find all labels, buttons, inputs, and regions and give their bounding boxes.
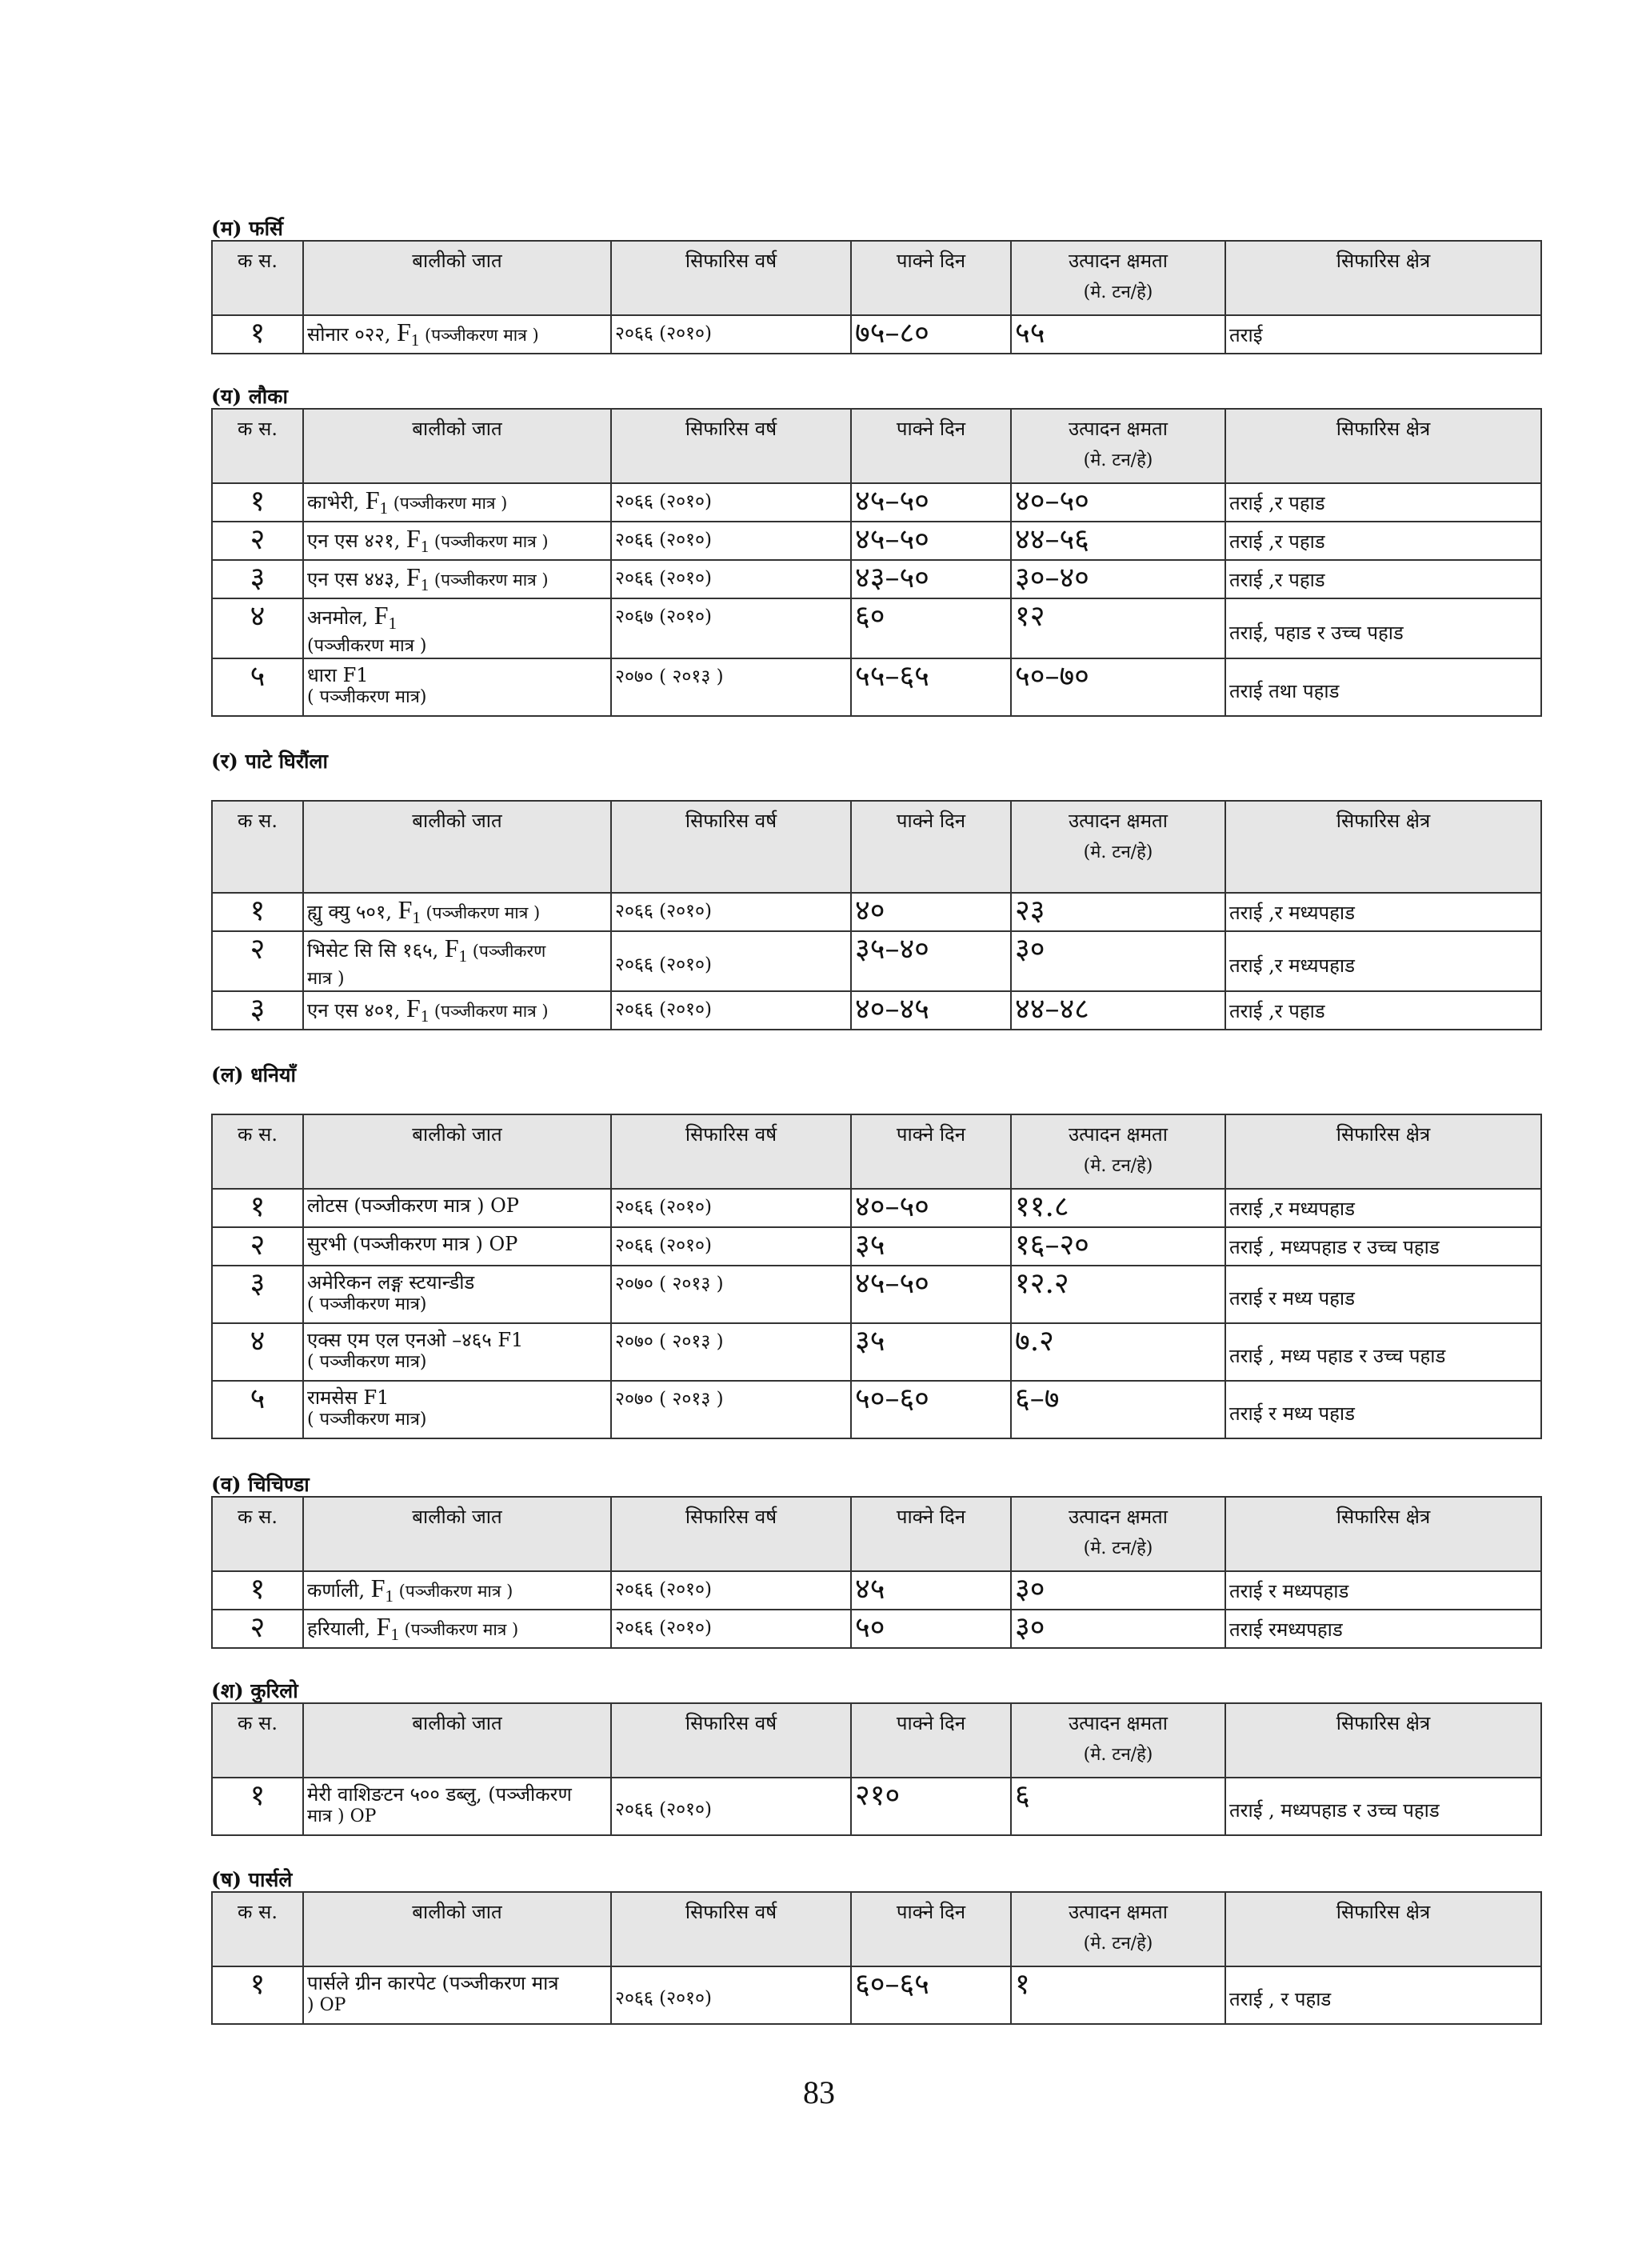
section-title: (ष) पार्सले: [211, 1868, 293, 1891]
maturity-days: २१०: [851, 1778, 1011, 1835]
variety-name: [303, 931, 611, 991]
header-yield-label: उत्पादन क्षमता: [1069, 1712, 1168, 1734]
header-yield: [1011, 1703, 1225, 1778]
yield-capacity: १२: [1011, 598, 1225, 658]
yield-capacity: ६–७: [1011, 1381, 1225, 1438]
header-yield: [1011, 409, 1225, 483]
variety-name: [303, 1966, 611, 2024]
variety-name: [303, 522, 611, 560]
header-year: सिफारिस वर्ष: [611, 1497, 851, 1571]
variety-table: [211, 1496, 1542, 1649]
recommendation-year: २०७० ( २०१३ ): [611, 658, 851, 716]
header-year: सिफारिस वर्ष: [611, 801, 851, 893]
table-row: [212, 315, 1541, 354]
serial-number: ३: [212, 560, 303, 598]
table-row: [212, 1323, 1541, 1381]
variety-name: [303, 893, 611, 931]
recommendation-year: २०६६ (२०१०): [611, 893, 851, 931]
table-row: [212, 598, 1541, 658]
variety-table: [211, 800, 1542, 1030]
header-variety: बालीको जात: [303, 1892, 611, 1966]
yield-capacity: ३०: [1011, 1610, 1225, 1648]
header-sn: क स.: [212, 801, 303, 893]
header-yield-unit: (मे. टन/हे): [1083, 842, 1153, 862]
variety-line: एन एस ४२१, F1 (पञ्जीकरण मात्र ): [307, 524, 549, 557]
header-row: [212, 1114, 1541, 1189]
variety-line: लोटस (पञ्जीकरण मात्र ) OP: [307, 1194, 519, 1217]
header-sn: क स.: [212, 1114, 303, 1189]
serial-number: १: [212, 483, 303, 522]
yield-capacity: २३: [1011, 893, 1225, 931]
yield-capacity: ३०–४०: [1011, 560, 1225, 598]
serial-number: १: [212, 893, 303, 931]
maturity-days: ४०: [851, 893, 1011, 931]
variety-name: [303, 1381, 611, 1438]
header-year: सिफारिस वर्ष: [611, 409, 851, 483]
header-row: [212, 801, 1541, 893]
recommended-area: तराई ,र पहाड: [1225, 483, 1541, 522]
maturity-days: ६०–६५: [851, 1966, 1011, 2024]
recommendation-year: २०६६ (२०१०): [611, 315, 851, 354]
table-row: [212, 1966, 1541, 2024]
maturity-days: ५५–६५: [851, 658, 1011, 716]
yield-capacity: ५०–७०: [1011, 658, 1225, 716]
header-area: सिफारिस क्षेत्र: [1225, 801, 1541, 893]
serial-number: २: [212, 931, 303, 991]
recommendation-year: २०६६ (२०१०): [611, 522, 851, 560]
f1-label: F1: [406, 524, 429, 557]
yield-capacity: ११.८: [1011, 1189, 1225, 1227]
variety-line: मात्र ): [307, 969, 345, 990]
recommended-area: तराई: [1225, 315, 1541, 354]
header-yield-label: उत्पादन क्षमता: [1069, 1901, 1168, 1923]
serial-number: २: [212, 1227, 303, 1266]
f1-label: F1: [444, 934, 468, 966]
table-row: [212, 1227, 1541, 1266]
serial-number: ४: [212, 598, 303, 658]
table-row: [212, 522, 1541, 560]
header-variety: बालीको जात: [303, 409, 611, 483]
variety-name: [303, 991, 611, 1030]
recommended-area: तराई ,र पहाड: [1225, 560, 1541, 598]
maturity-days: ४५: [851, 1571, 1011, 1610]
variety-line: अमेरिकन लङ्ग स्टयान्डीड: [307, 1271, 475, 1294]
f1-label: F1: [370, 1574, 394, 1606]
table-row: [212, 560, 1541, 598]
variety-line: ( पञ्जीकरण मात्र): [307, 1352, 427, 1372]
variety-line: अनमोल, F1: [307, 601, 397, 634]
variety-line: एन एस ४४३, F1 (पञ्जीकरण मात्र ): [307, 562, 549, 595]
header-year: सिफारिस वर्ष: [611, 241, 851, 315]
header-days: पाक्ने दिन: [851, 1497, 1011, 1571]
maturity-days: ४३–५०: [851, 560, 1011, 598]
serial-number: १: [212, 315, 303, 354]
variety-line: मेरी वाशिङटन ५०० डब्लु, (पञ्जीकरण: [307, 1783, 572, 1806]
variety-name: [303, 1189, 611, 1227]
f1-label: F1: [397, 318, 420, 350]
variety-line: (पञ्जीकरण मात्र ): [307, 636, 427, 657]
variety-table: [211, 1702, 1542, 1836]
serial-number: ५: [212, 1381, 303, 1438]
header-sn: क स.: [212, 1892, 303, 1966]
variety-table: [211, 1891, 1542, 2025]
yield-capacity: ४०–५०: [1011, 483, 1225, 522]
variety-name: [303, 1323, 611, 1381]
header-sn: क स.: [212, 241, 303, 315]
recommended-area: तराई , र पहाड: [1225, 1966, 1541, 2024]
variety-line: ) OP: [307, 1995, 346, 2015]
header-yield-label: उत्पादन क्षमता: [1069, 1123, 1168, 1146]
variety-name: [303, 598, 611, 658]
recommended-area: तराई ,र मध्यपहाड: [1225, 893, 1541, 931]
header-days: पाक्ने दिन: [851, 1703, 1011, 1778]
yield-capacity: ४४–४८: [1011, 991, 1225, 1030]
maturity-days: ४५–५०: [851, 483, 1011, 522]
yield-capacity: ७.२: [1011, 1323, 1225, 1381]
header-days: पाक्ने दिन: [851, 1892, 1011, 1966]
variety-line: ( पञ्जीकरण मात्र): [307, 1410, 427, 1430]
variety-table: [211, 1114, 1542, 1439]
serial-number: ३: [212, 1266, 303, 1323]
table-row: [212, 1778, 1541, 1835]
header-sn: क स.: [212, 1703, 303, 1778]
recommendation-year: २०६७ (२०१०): [611, 598, 851, 658]
variety-line: काभेरी, F1 (पञ्जीकरण मात्र ): [307, 486, 508, 518]
header-days: पाक्ने दिन: [851, 1114, 1011, 1189]
f1-label: F1: [374, 601, 397, 634]
table-row: [212, 893, 1541, 931]
table-row: [212, 1189, 1541, 1227]
header-row: [212, 409, 1541, 483]
header-variety: बालीको जात: [303, 1114, 611, 1189]
variety-line: कर्णाली, F1 (पञ्जीकरण मात्र ): [307, 1574, 513, 1606]
recommendation-year: २०६६ (२०१०): [611, 1966, 851, 2024]
section-title: (व) चिचिण्डा: [211, 1473, 310, 1496]
header-row: [212, 241, 1541, 315]
variety-line: हरियाली, F1 (पञ्जीकरण मात्र ): [307, 1612, 519, 1645]
variety-line: पार्सले ग्रीन कारपेट (पञ्जीकरण मात्र: [307, 1972, 559, 1994]
header-sn: क स.: [212, 1497, 303, 1571]
serial-number: ३: [212, 991, 303, 1030]
serial-number: १: [212, 1571, 303, 1610]
variety-name: [303, 1227, 611, 1266]
variety-line: धारा F1: [307, 664, 369, 687]
maturity-days: ३५: [851, 1227, 1011, 1266]
header-yield: [1011, 1892, 1225, 1966]
recommended-area: तराई तथा पहाड: [1225, 658, 1541, 716]
header-variety: बालीको जात: [303, 1497, 611, 1571]
header-year: सिफारिस वर्ष: [611, 1892, 851, 1966]
header-area: सिफारिस क्षेत्र: [1225, 1892, 1541, 1966]
recommendation-year: २०६६ (२०१०): [611, 1571, 851, 1610]
header-area: सिफारिस क्षेत्र: [1225, 1497, 1541, 1571]
serial-number: १: [212, 1778, 303, 1835]
header-yield-label: उत्पादन क्षमता: [1069, 810, 1168, 832]
variety-table: [211, 408, 1542, 717]
recommendation-year: २०६६ (२०१०): [611, 1227, 851, 1266]
recommendation-year: २०६६ (२०१०): [611, 483, 851, 522]
page-number: 83: [803, 2074, 835, 2110]
variety-name: [303, 1266, 611, 1323]
maturity-days: ५०–६०: [851, 1381, 1011, 1438]
f1-label: F1: [398, 895, 421, 928]
yield-capacity: ३०: [1011, 931, 1225, 991]
maturity-days: ४०–४५: [851, 991, 1011, 1030]
recommended-area: तराई , मध्यपहाड र उच्च पहाड: [1225, 1778, 1541, 1835]
section-title: (म) फर्सि: [211, 217, 283, 240]
variety-line: एक्स एम एल एनओ –४६५ F1: [307, 1329, 524, 1351]
maturity-days: ४०–५०: [851, 1189, 1011, 1227]
header-days: पाक्ने दिन: [851, 409, 1011, 483]
header-days: पाक्ने दिन: [851, 241, 1011, 315]
variety-line: ( पञ्जीकरण मात्र): [307, 687, 427, 708]
recommended-area: तराई र मध्यपहाड: [1225, 1571, 1541, 1610]
recommendation-year: २०७० ( २०१३ ): [611, 1323, 851, 1381]
table-row: [212, 1610, 1541, 1648]
recommended-area: तराई रमध्यपहाड: [1225, 1610, 1541, 1648]
recommended-area: तराई , मध्यपहाड र उच्च पहाड: [1225, 1227, 1541, 1266]
table-row: [212, 991, 1541, 1030]
header-yield: [1011, 1114, 1225, 1189]
serial-number: १: [212, 1189, 303, 1227]
yield-capacity: ३०: [1011, 1571, 1225, 1610]
table-row: [212, 1266, 1541, 1323]
serial-number: १: [212, 1966, 303, 2024]
recommendation-year: २०६६ (२०१०): [611, 1189, 851, 1227]
variety-line: ( पञ्जीकरण मात्र): [307, 1294, 427, 1314]
recommendation-year: २०७० ( २०१३ ): [611, 1266, 851, 1323]
variety-name: [303, 1571, 611, 1610]
table-row: [212, 658, 1541, 716]
f1-label: F1: [365, 486, 389, 518]
table-row: [212, 483, 1541, 522]
header-sn: क स.: [212, 409, 303, 483]
header-row: [212, 1497, 1541, 1571]
header-yield-unit: (मे. टन/हे): [1083, 1156, 1153, 1176]
variety-line: रामसेस F1: [307, 1386, 390, 1409]
header-row: [212, 1892, 1541, 1966]
variety-name: [303, 560, 611, 598]
header-days: पाक्ने दिन: [851, 801, 1011, 893]
section-title: (य) लौका: [211, 385, 288, 408]
variety-line: मात्र ) OP: [307, 1806, 377, 1826]
header-row: [212, 1703, 1541, 1778]
header-yield-label: उत्पादन क्षमता: [1069, 250, 1168, 272]
section-title: (र) पाटे घिरौंला: [211, 750, 328, 773]
header-yield: [1011, 801, 1225, 893]
header-yield: [1011, 241, 1225, 315]
recommendation-year: २०६६ (२०१०): [611, 1778, 851, 1835]
yield-capacity: १२.२: [1011, 1266, 1225, 1323]
header-yield-label: उत्पादन क्षमता: [1069, 418, 1168, 440]
maturity-days: ४५–५०: [851, 522, 1011, 560]
maturity-days: ३५: [851, 1323, 1011, 1381]
f1-label: F1: [406, 994, 429, 1026]
variety-name: [303, 483, 611, 522]
f1-label: F1: [376, 1612, 399, 1645]
header-yield-unit: (मे. टन/हे): [1083, 1934, 1153, 1954]
variety-table: [211, 240, 1542, 354]
maturity-days: ४५–५०: [851, 1266, 1011, 1323]
recommendation-year: २०६६ (२०१०): [611, 991, 851, 1030]
header-area: सिफारिस क्षेत्र: [1225, 409, 1541, 483]
variety-line: भिसेट सि सि १६५, F1 (पञ्जीकरण: [307, 934, 546, 966]
table-row: [212, 931, 1541, 991]
header-area: सिफारिस क्षेत्र: [1225, 1114, 1541, 1189]
recommendation-year: २०६६ (२०१०): [611, 931, 851, 991]
header-yield-unit: (मे. टन/हे): [1083, 1745, 1153, 1765]
serial-number: २: [212, 522, 303, 560]
table-row: [212, 1571, 1541, 1610]
recommendation-year: २०६६ (२०१०): [611, 560, 851, 598]
recommended-area: तराई र मध्य पहाड: [1225, 1381, 1541, 1438]
header-yield-unit: (मे. टन/हे): [1083, 1538, 1153, 1558]
header-yield-unit: (मे. टन/हे): [1083, 282, 1153, 302]
header-yield-label: उत्पादन क्षमता: [1069, 1506, 1168, 1528]
recommendation-year: २०६६ (२०१०): [611, 1610, 851, 1648]
variety-name: [303, 658, 611, 716]
header-variety: बालीको जात: [303, 241, 611, 315]
maturity-days: ७५–८०: [851, 315, 1011, 354]
header-variety: बालीको जात: [303, 1703, 611, 1778]
yield-capacity: १: [1011, 1966, 1225, 2024]
section-title: (ल) धनियाँ: [211, 1063, 297, 1086]
serial-number: ५: [212, 658, 303, 716]
recommended-area: तराई ,र पहाड: [1225, 522, 1541, 560]
variety-line: सुरभी (पञ्जीकरण मात्र ) OP: [307, 1233, 518, 1255]
yield-capacity: ५५: [1011, 315, 1225, 354]
recommendation-year: २०७० ( २०१३ ): [611, 1381, 851, 1438]
maturity-days: ५०: [851, 1610, 1011, 1648]
variety-name: [303, 315, 611, 354]
variety-name: [303, 1610, 611, 1648]
variety-line: एन एस ४०१, F1 (पञ्जीकरण मात्र ): [307, 994, 549, 1026]
recommended-area: तराई , मध्य पहाड र उच्च पहाड: [1225, 1323, 1541, 1381]
yield-capacity: १६–२०: [1011, 1227, 1225, 1266]
header-variety: बालीको जात: [303, 801, 611, 893]
table-row: [212, 1381, 1541, 1438]
header-year: सिफारिस वर्ष: [611, 1703, 851, 1778]
variety-line: ह्यु क्यु ५०१, F1 (पञ्जीकरण मात्र ): [307, 895, 541, 928]
serial-number: ४: [212, 1323, 303, 1381]
variety-line: सोनार ०२२, F1 (पञ्जीकरण मात्र ): [307, 318, 539, 350]
recommended-area: तराई र मध्य पहाड: [1225, 1266, 1541, 1323]
header-year: सिफारिस वर्ष: [611, 1114, 851, 1189]
recommended-area: तराई ,र मध्यपहाड: [1225, 931, 1541, 991]
recommended-area: तराई, पहाड र उच्च पहाड: [1225, 598, 1541, 658]
section-title: (श) कुरिलो: [211, 1679, 298, 1702]
maturity-days: ६०: [851, 598, 1011, 658]
header-yield: [1011, 1497, 1225, 1571]
serial-number: २: [212, 1610, 303, 1648]
f1-label: F1: [406, 562, 429, 595]
header-area: सिफारिस क्षेत्र: [1225, 241, 1541, 315]
yield-capacity: ६: [1011, 1778, 1225, 1835]
maturity-days: ३५–४०: [851, 931, 1011, 991]
recommended-area: तराई ,र पहाड: [1225, 991, 1541, 1030]
variety-name: [303, 1778, 611, 1835]
header-area: सिफारिस क्षेत्र: [1225, 1703, 1541, 1778]
header-yield-unit: (मे. टन/हे): [1083, 450, 1153, 470]
recommended-area: तराई ,र मध्यपहाड: [1225, 1189, 1541, 1227]
yield-capacity: ४४–५६: [1011, 522, 1225, 560]
